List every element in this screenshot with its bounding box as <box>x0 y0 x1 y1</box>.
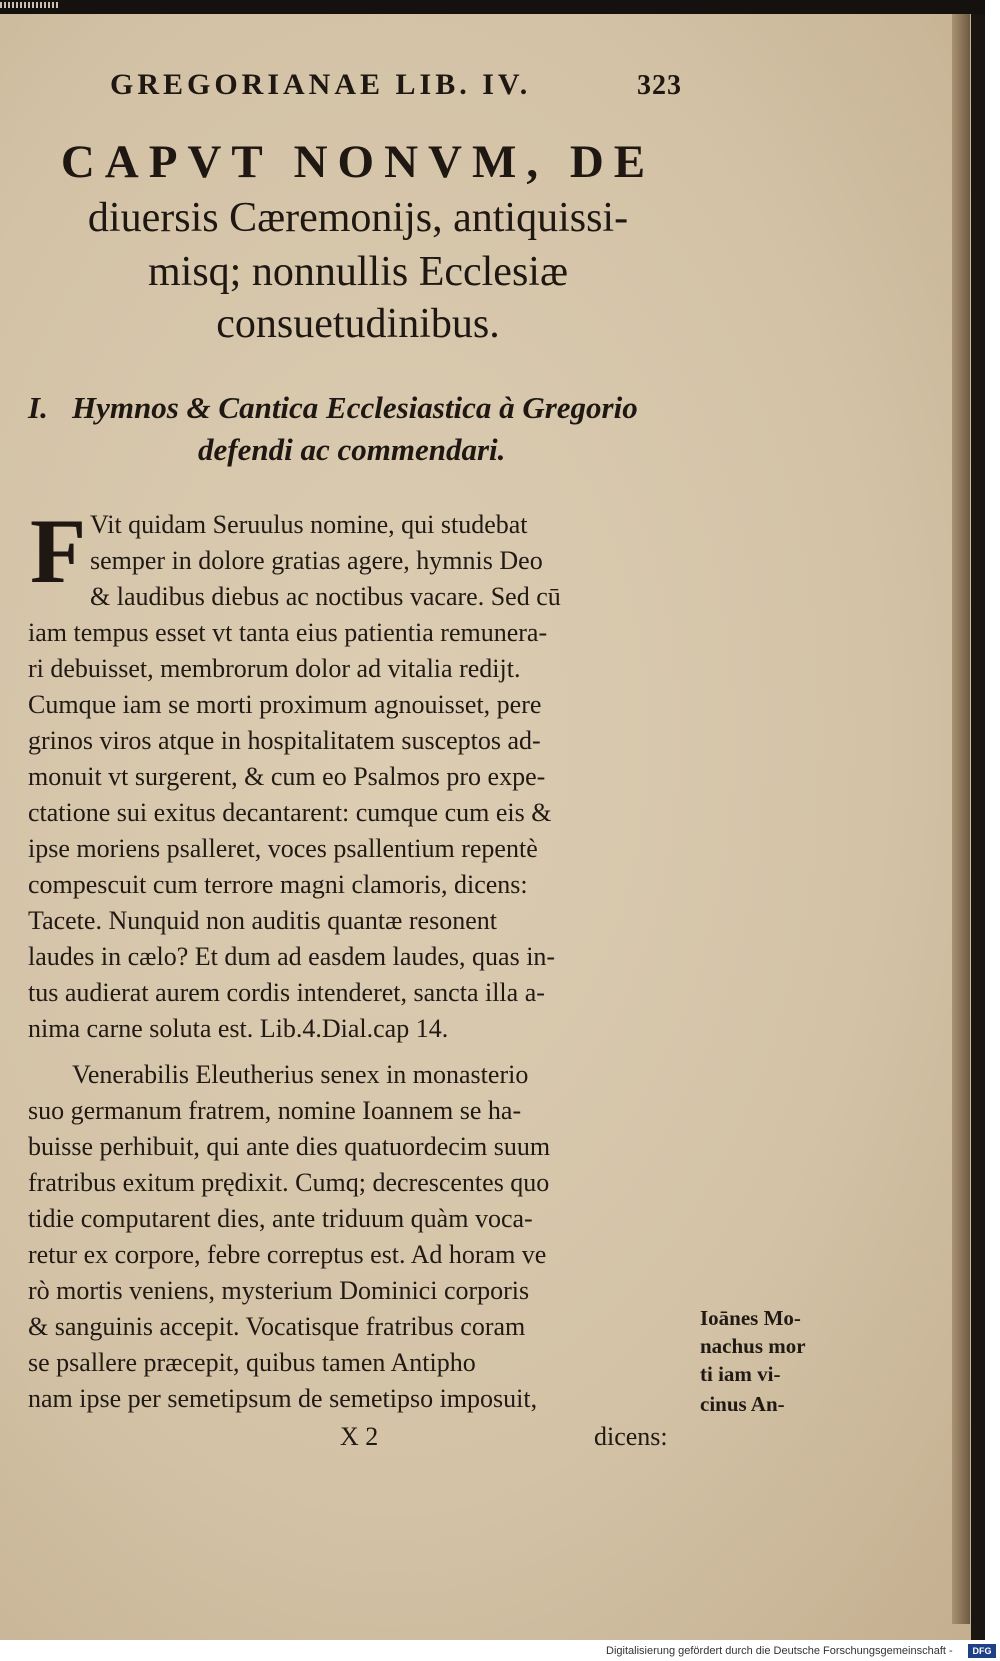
body-line: tus audierat aurem cordis intenderet, sancta illa a- <box>28 978 545 1007</box>
body-line: nam ipse per semetipsum de semetipso imposuit, <box>28 1384 538 1413</box>
body-line: Tacete. Nunquid non auditis quantæ resonent <box>28 906 497 935</box>
marginal-note-line: Ioānes Mo- <box>700 1306 801 1330</box>
signature-mark: X 2 <box>340 1422 379 1451</box>
body-line: & sanguinis accepit. Vocatisque fratribus coram <box>28 1312 526 1341</box>
page-edge-shadow <box>952 14 970 1624</box>
scan-ruler <box>0 2 60 8</box>
running-head: GREGORIANAE LIB. IV. <box>110 68 532 101</box>
body-line: rò mortis veniens, mysterium Dominici corporis <box>28 1276 530 1305</box>
dfg-logo: DFG <box>968 1644 996 1658</box>
body-line: iam tempus esset vt tanta eius patientia remunera- <box>28 618 548 647</box>
catchword: dicens: <box>594 1422 668 1451</box>
body-line: ri debuisset, membrorum dolor ad vitalia redijt. <box>28 654 521 683</box>
body-line: buisse perhibuit, qui ante dies quatuordecim suum <box>28 1132 551 1161</box>
section-heading-line: Hymnos & Cantica Ecclesiastica à Gregorio <box>72 390 638 425</box>
body-line: semper in dolore gratias agere, hymnis Deo <box>90 546 543 575</box>
body-line: Cumque iam se morti proximum agnouisset, pere <box>28 690 542 719</box>
body-line: grinos viros atque in hospitalitatem susceptos ad- <box>28 726 541 755</box>
marginal-note-line: cinus An- <box>700 1392 785 1416</box>
section-heading-line: defendi ac commendari. <box>198 432 506 467</box>
marginal-note-line: nachus mor <box>700 1334 806 1358</box>
body-line: suo germanum fratrem, nomine Ioannem se ha- <box>28 1096 522 1125</box>
body-line: compescuit cum terrore magni clamoris, dicens: <box>28 870 528 899</box>
chapter-subtitle-line: consuetudinibus. <box>216 301 500 347</box>
marginal-note-line: ti iam vi- <box>700 1362 781 1386</box>
body-line: & laudibus diebus ac noctibus vacare. Sed cū <box>90 582 561 611</box>
body-line: ctatione sui exitus decantarent: cumque cum eis & <box>28 798 552 827</box>
page-number: 323 <box>637 70 682 101</box>
digitization-credit: Digitalisierung gefördert durch die Deutsche Forschungsgemeinschaft - <box>606 1645 953 1657</box>
body-line: monuit vt surgerent, & cum eo Psalmos pro expe- <box>28 762 546 791</box>
body-line: tidie computarent dies, ante triduum quàm voca- <box>28 1204 533 1233</box>
chapter-subtitle-line: misq; nonnullis Ecclesiæ <box>148 249 568 295</box>
body-line: Venerabilis Eleutherius senex in monasterio <box>72 1060 529 1089</box>
body-line: se psallere præcepit, quibus tamen Antipho <box>28 1348 476 1377</box>
body-line: ipse moriens psalleret, voces psallentium repentè <box>28 834 538 863</box>
body-line: retur ex corpore, febre correptus est. Ad horam ve <box>28 1240 547 1269</box>
body-line: fratribus exitum prędixit. Cumq; decrescentes quo <box>28 1168 550 1197</box>
drop-cap: F <box>30 500 87 602</box>
chapter-title: CAPVT NONVM, DE <box>60 136 656 188</box>
scan-top-border <box>0 0 985 14</box>
chapter-subtitle-line: diuersis Cæremonijs, antiquissi- <box>87 195 629 241</box>
section-number: I. <box>28 390 48 425</box>
body-line: Vit quidam Seruulus nomine, qui studebat <box>90 510 528 539</box>
body-line: laudes in cælo? Et dum ad easdem laudes, quas in- <box>28 942 556 971</box>
body-line: nima carne soluta est. Lib.4.Dial.cap 14. <box>28 1014 449 1043</box>
